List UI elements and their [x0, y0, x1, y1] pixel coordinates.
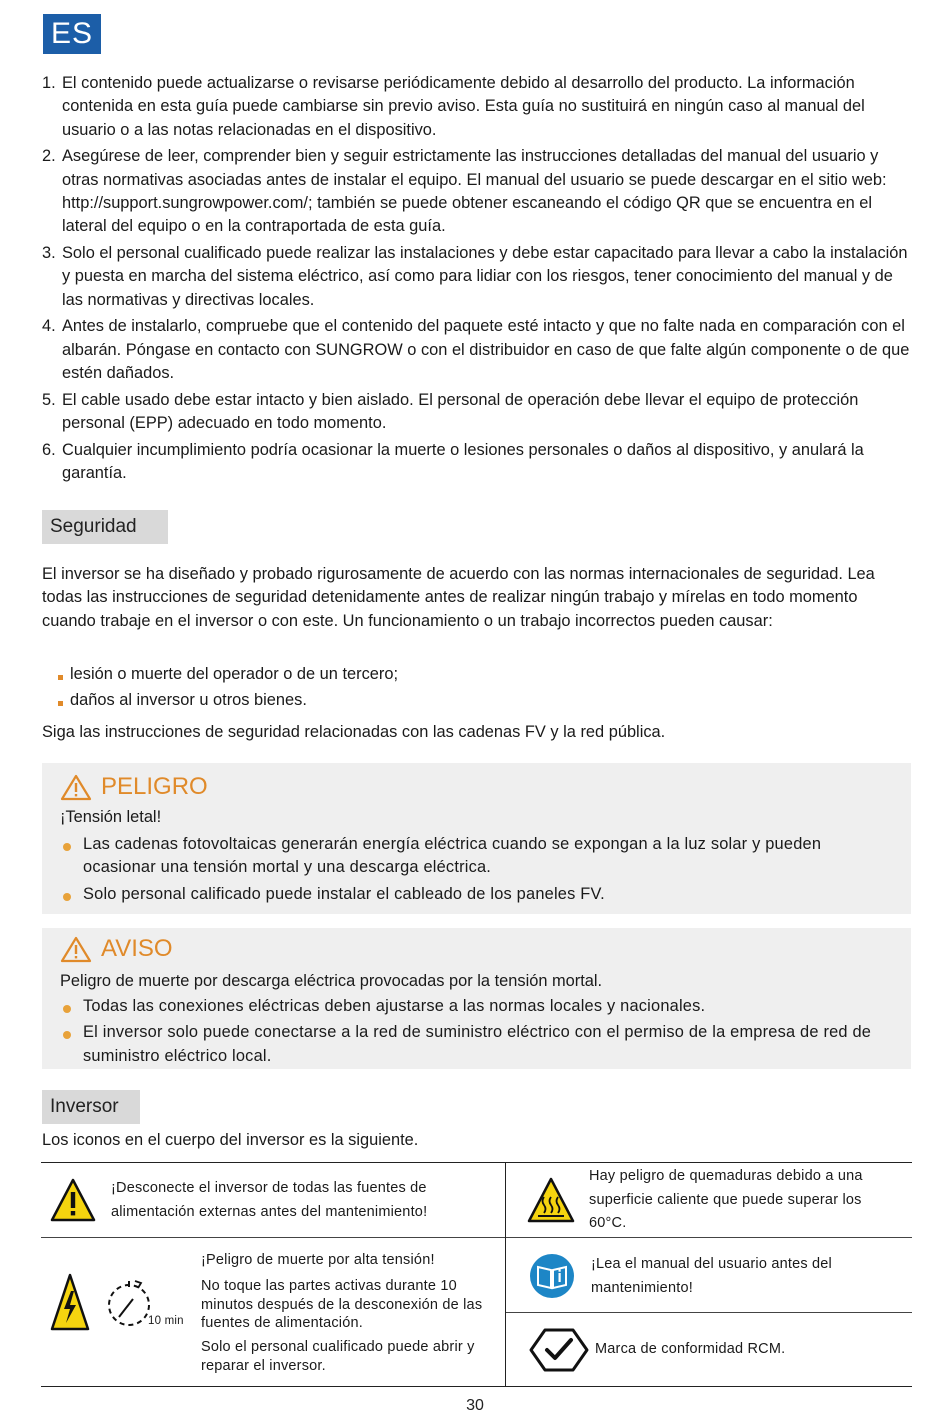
bullet-dot-icon: [63, 843, 71, 851]
read-manual-text: ¡Lea el manual del usuario antes del mantenimiento!: [591, 1256, 832, 1296]
page-number: 30: [466, 1397, 484, 1414]
high-voltage-wait: No toque las partes activas durante 10 minutos después de la desconexión de las fuentes de alimentación.: [201, 1278, 483, 1331]
table-divider: [506, 1312, 912, 1313]
table-divider: [505, 1163, 506, 1386]
section-title-safety: Seguridad: [42, 510, 168, 544]
danger-bullets: [60, 833, 890, 909]
bullet-dot-icon: [63, 1005, 71, 1013]
high-voltage-qualified: Solo el personal cualificado puede abrir y reparar el inversor.: [201, 1339, 475, 1374]
bullet-dot-icon: [63, 1031, 71, 1039]
timer-label: 10 min: [148, 1315, 184, 1327]
list-item: 3. Solo el personal cualificado puede realizar las instalaciones y debe estar capacitado para llevar a cabo la instalación y puesta en marcha del sistema eléctrico, así como para lidiar con los riesgos, tener conocimiento del manual y de las normativas y directivas locales.: [42, 244, 908, 309]
list-item: lesión o muerte del operador o de un tercero;: [58, 663, 898, 686]
bullet-square-icon: [58, 675, 63, 680]
warning-triangle-icon: [60, 936, 92, 963]
section-title-inverter: Inversor: [42, 1090, 140, 1124]
timer-icon: [105, 1277, 153, 1329]
table-divider: [506, 1237, 912, 1238]
list-item: 1. El contenido puede actualizarse o revisarse periódicamente debido al desarrollo del producto. La información contenida en esta guía puede cambiarse sin previo aviso. Esta guía no sustituirá en ningún caso al manual del usuario o a las notas relacionadas en el dispositivo.: [42, 74, 865, 139]
read-manual-icon: [529, 1253, 575, 1299]
bullet-square-icon: [58, 701, 63, 706]
danger-box: [42, 763, 911, 914]
safety-follow: Siga las instrucciones de seguridad relacionadas con las cadenas FV y la red pública.: [42, 723, 666, 741]
disconnect-text: ¡Desconecte el inversor de todas las fuentes de alimentación externas antes del mantenimiento!: [111, 1180, 428, 1220]
high-voltage-title: ¡Peligro de muerte por alta tensión!: [201, 1252, 435, 1268]
high-voltage-icon: [50, 1273, 90, 1331]
list-item: 5. El cable usado debe estar intacto y bien aislado. El personal de operación debe llevar el equipo de protección personal (EPP) adecuado en todo momento.: [42, 390, 859, 433]
notice-bullets: [60, 995, 890, 1071]
list-item: El inversor solo puede conectarse a la red de suministro eléctrico con el permiso de la empresa de red de suministro eléctrico local.: [60, 1021, 890, 1068]
list-item: Las cadenas fotovoltaicas generarán energía eléctrica cuando se expongan a la luz solar y pueden ocasionar una tensión mortal y una descarga eléctrica.: [60, 833, 890, 880]
list-item: 4. Antes de instalarlo, compruebe que el contenido del paquete esté intacto y que no falte nada en comparación con el albarán. Póngase en contacto con SUNGROW o con el distribuidor en caso de que falte algún componente o de que estén dañados.: [42, 317, 910, 383]
warning-triangle-icon: [60, 774, 92, 801]
list-item: 6. Cualquier incumplimiento podría ocasionar la muerte o lesiones personales o daños al dispositivo, y anulará la garantía.: [42, 440, 864, 483]
inverter-intro: Los iconos en el cuerpo del inversor es la siguiente.: [42, 1131, 419, 1149]
table-divider: [41, 1237, 505, 1238]
safety-causes-list: [58, 663, 898, 716]
general-warning-icon: [50, 1178, 96, 1222]
list-item: Todas las conexiones eléctricas deben ajustarse a las normas locales y nacionales.: [60, 995, 890, 1018]
danger-heading: PELIGRO: [60, 773, 208, 801]
notice-box: [42, 928, 911, 1069]
notice-lead: Peligro de muerte por descarga eléctrica provocadas por la tensión mortal.: [60, 972, 603, 990]
hot-surface-text: Hay peligro de quemaduras debido a una superficie caliente que puede superar los 60°C.: [589, 1168, 863, 1231]
rcm-text: Marca de conformidad RCM.: [595, 1341, 786, 1357]
notice-heading: AVISO: [60, 935, 173, 963]
list-item: 2. Asegúrese de leer, comprender bien y seguir estrictamente las instrucciones detalladas del manual del usuario y otras normativas asociadas antes de instalar el equipo. El manual del usuario se puede descargar en el sitio web: http://support.sungrowpower.com/; también se puede obtener escaneando el código QR que se encuentra en el lateral del equipo o en la contraportada de esta guía.: [42, 147, 887, 236]
hot-surface-icon: [527, 1177, 575, 1223]
inverter-icons-table: [41, 1162, 912, 1387]
intro-numbered-list: [42, 72, 910, 489]
rcm-mark-icon: [529, 1326, 589, 1374]
language-badge: ES: [43, 14, 101, 54]
list-item: daños al inversor u otros bienes.: [58, 689, 898, 712]
list-item: Solo personal calificado puede instalar el cableado de los paneles FV.: [60, 883, 890, 906]
danger-lead: ¡Tensión letal!: [60, 808, 162, 826]
safety-intro: El inversor se ha diseñado y probado rigurosamente de acuerdo con las normas internacionales de seguridad. Lea todas las instrucciones de seguridad detenidamente antes de realizar ningún trabajo y mírelas en todo momento cuando trabaje en el inversor o con este. Un funcionamiento o un trabajo incorrectos pueden causar:: [42, 565, 875, 630]
bullet-dot-icon: [63, 893, 71, 901]
